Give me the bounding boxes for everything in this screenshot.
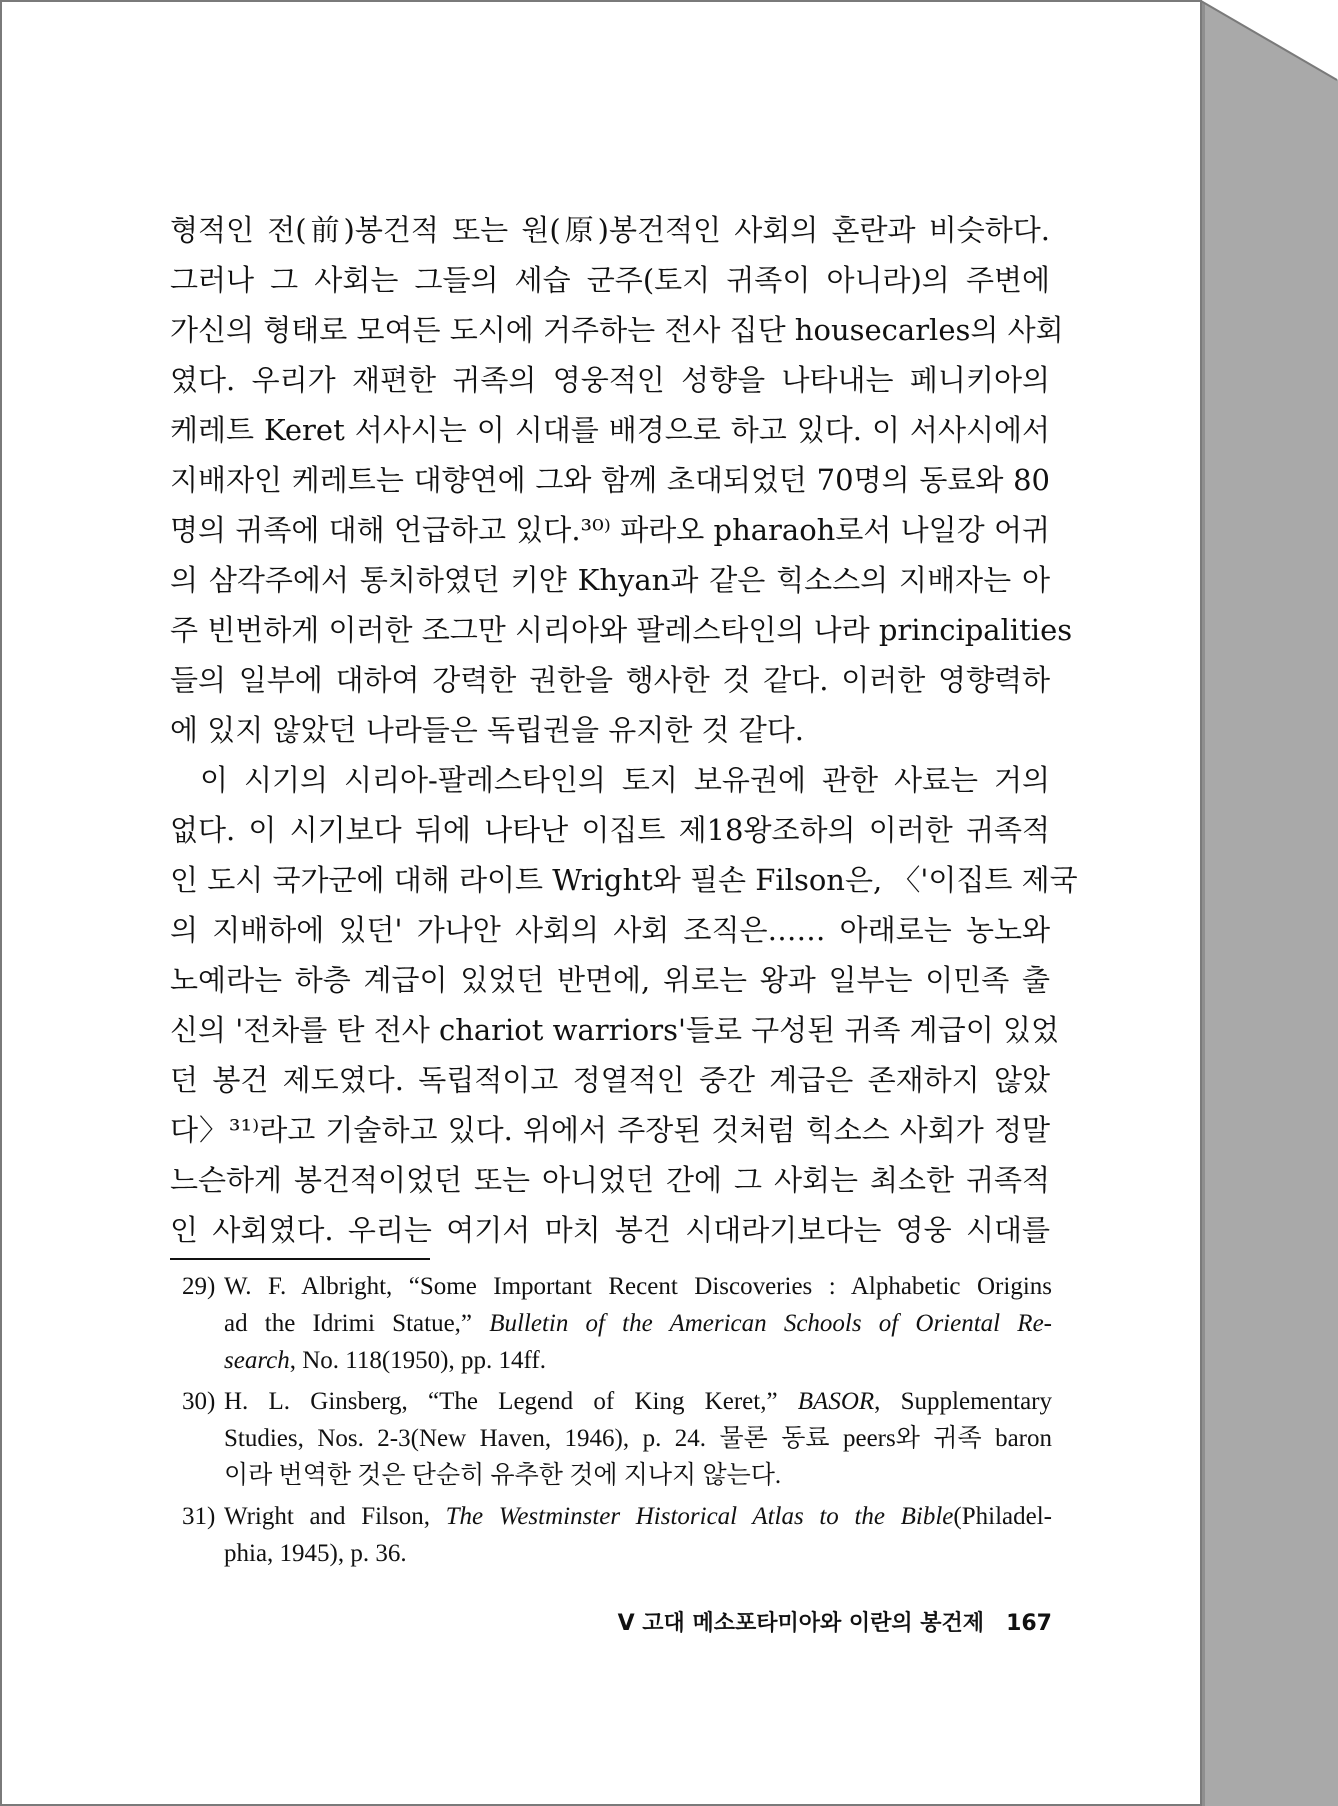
footnote-text: , Supplementary [874, 1388, 1052, 1415]
body-line: 던 봉건 제도였다. 독립적이고 정열적인 중간 계급은 존재하지 않았 [170, 1063, 1050, 1097]
footnote-29 [182, 1268, 1052, 1379]
footnote-number: 30) [182, 1388, 216, 1415]
footnote-text: 이라 번역한 것은 단순히 유추한 것에 지나지 않는다. [224, 1462, 782, 1489]
body-line: 의 지배하에 있던' 가나안 사회의 사회 조직은…… 아래로는 농노와 [170, 913, 1050, 947]
chapter-title: V 고대 메소포타미아와 이란의 봉건제 [617, 1611, 985, 1636]
body-line: 형적인 전(前)봉건적 또는 원(原)봉건적인 사회의 혼란과 비슷하다. [170, 213, 1050, 247]
body-line: 주 빈번하게 이러한 조그만 시리아와 팔레스타인의 나라 principalities [170, 613, 1073, 647]
footnote-journal-title: Bulletin of the American Schools of Oriental Re- [489, 1310, 1052, 1337]
footnote-text: Wright and Filson, [224, 1503, 446, 1530]
body-line: 인 사회였다. 우리는 여기서 마치 봉건 시대라기보다는 영웅 시대를 [170, 1213, 1050, 1247]
body-line: 인 도시 국가군에 대해 라이트 Wright와 필손 Filson은, 〈'이집트 제국 [170, 863, 1078, 897]
body-line: 그러나 그 사회는 그들의 세습 군주(토지 귀족이 아니라)의 주변에 [170, 263, 1050, 297]
footnote-text: Studies, Nos. 2-3(New Haven, 1946), p. 24. 물론 동료 peers와 귀족 baron [224, 1425, 1052, 1452]
footnote-30 [182, 1383, 1052, 1494]
footnote-text: , No. 118(1950), pp. 14ff. [289, 1347, 546, 1374]
body-line: 없다. 이 시기보다 뒤에 나타난 이집트 제18왕조하의 이러한 귀족적 [170, 813, 1050, 847]
body-line: 케레트 Keret 서사시는 이 시대를 배경으로 하고 있다. 이 서사시에서 [170, 413, 1050, 447]
body-line: 명의 귀족에 대해 언급하고 있다.³⁰⁾ 파라오 pharaoh로서 나일강 어귀 [170, 513, 1050, 547]
footnote-text: (Philadel- [953, 1503, 1052, 1530]
footnote-divider [170, 1258, 430, 1260]
body-line: 지배자인 케레트는 대향연에 그와 함께 초대되었던 70명의 동료와 80 [170, 463, 1050, 497]
footnote-number: 29) [182, 1273, 216, 1300]
footnote-journal-title: BASOR [797, 1388, 875, 1415]
footnote-text: phia, 1945), p. 36. [224, 1540, 407, 1567]
body-line: 느슨하게 봉건적이었던 또는 아니었던 간에 그 사회는 최소한 귀족적 [170, 1163, 1050, 1197]
body-line: 에 있지 않았던 나라들은 독립권을 유지한 것 같다. [170, 713, 805, 747]
footnote-31 [182, 1498, 1052, 1572]
body-line: 의 삼각주에서 통치하였던 키얀 Khyan과 같은 힉소스의 지배자는 아 [170, 563, 1050, 597]
footnote-journal-title: search [224, 1347, 290, 1374]
body-line: 가신의 형태로 모여든 도시에 거주하는 전사 집단 housecarles의 사회 [170, 313, 1064, 347]
body-line: 들의 일부에 대하여 강력한 권한을 행사한 것 같다. 이러한 영향력하 [170, 663, 1050, 697]
footnotes [182, 1268, 1052, 1576]
footnote-number: 31) [182, 1503, 216, 1530]
footnote-book-title: The Westminster Historical Atlas to the Bible [445, 1503, 954, 1530]
footnote-text: H. L. Ginsberg, “The Legend of King Keret,” [224, 1388, 798, 1415]
page-number: 167 [1006, 1611, 1052, 1636]
body-text [170, 205, 1078, 1255]
body-line: 이 시기의 시리아-팔레스타인의 토지 보유권에 관한 사료는 거의 [200, 763, 1050, 797]
footnote-text: W. F. Albright, “Some Important Recent Discoveries : Alphabetic Origins [224, 1273, 1052, 1300]
body-line: 노예라는 하층 계급이 있었던 반면에, 위로는 왕과 일부는 이민족 출 [170, 963, 1050, 997]
footnote-text: ad the Idrimi Statue,” [224, 1310, 490, 1337]
body-line: 였다. 우리가 재편한 귀족의 영웅적인 성향을 나타내는 페니키아의 [170, 363, 1050, 397]
running-footer [618, 1606, 1052, 1637]
body-line: 다〉³¹⁾라고 기술하고 있다. 위에서 주장된 것처럼 힉소스 사회가 정말 [170, 1113, 1050, 1147]
body-line: 신의 '전차를 탄 전사 chariot warriors'들로 구성된 귀족 계급이 있었 [170, 1013, 1059, 1047]
